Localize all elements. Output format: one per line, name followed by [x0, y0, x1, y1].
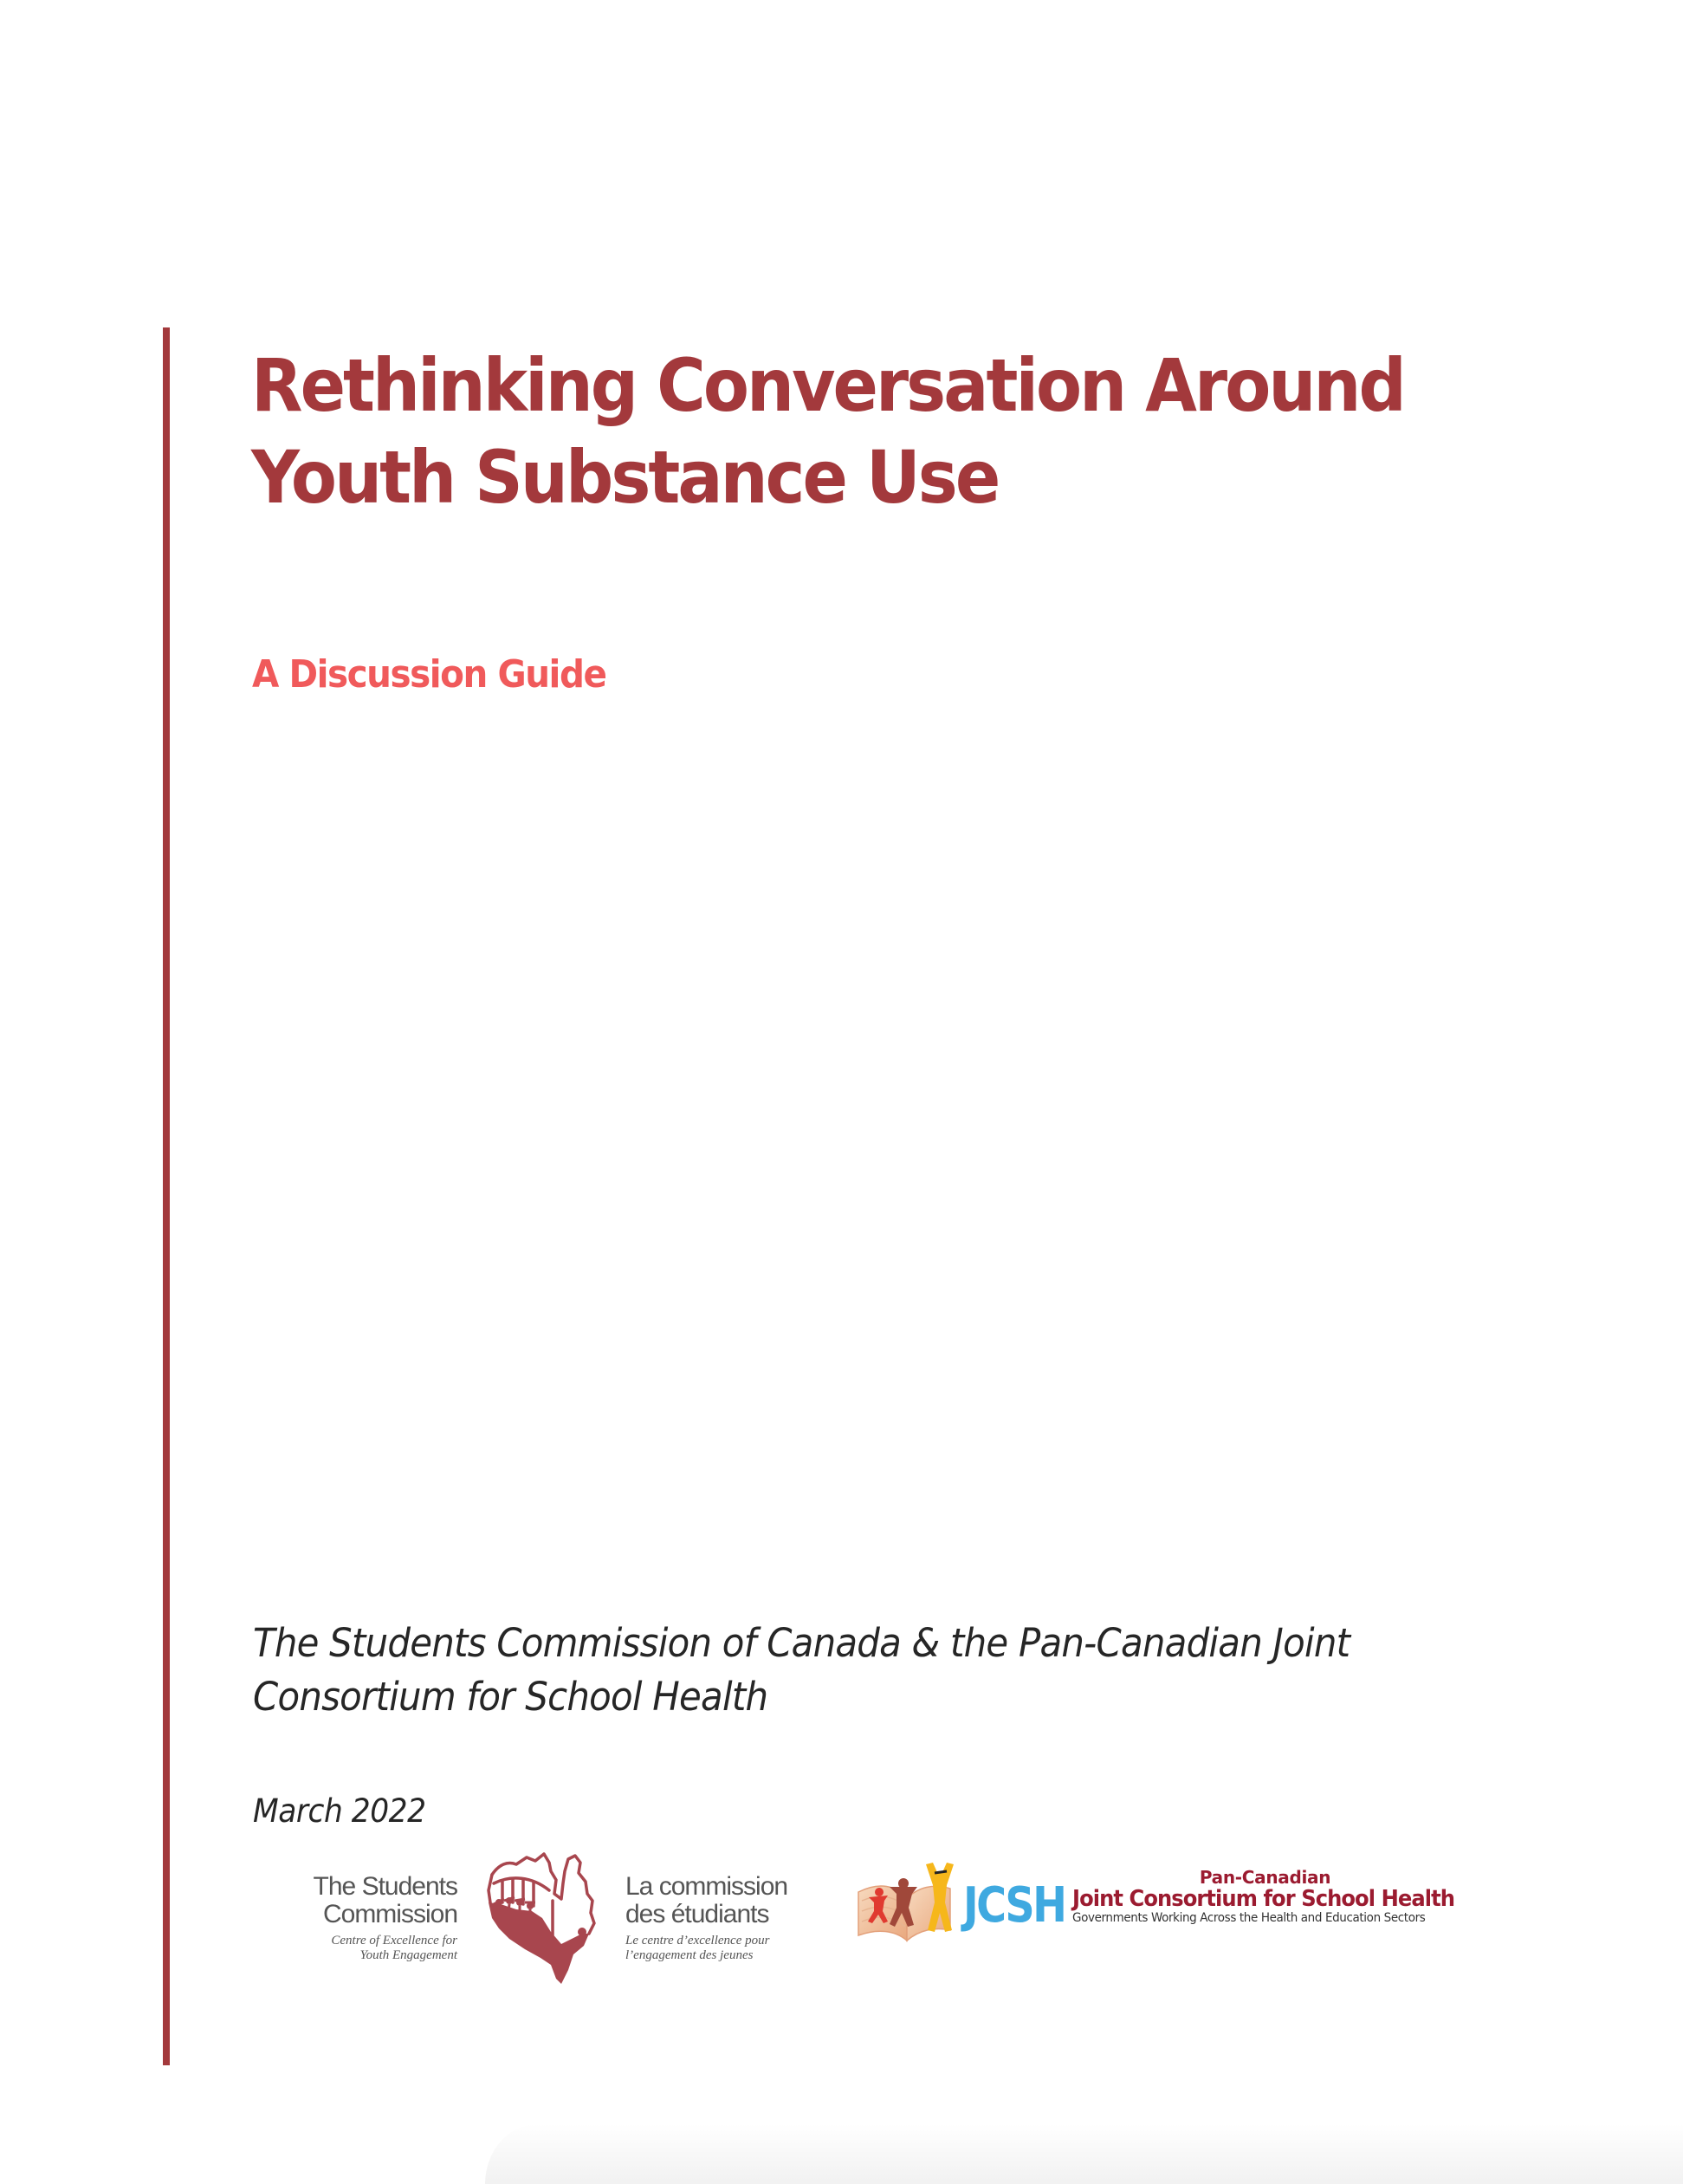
publication-date: March 2022 — [253, 1792, 426, 1830]
sc-french-block — [625, 1873, 833, 1963]
sc-english-name-2: Commission — [322, 1900, 457, 1928]
jcsh-text-block — [1072, 1868, 1458, 1925]
publisher — [253, 1617, 1350, 1724]
canada-map-with-youth-figures-icon — [482, 1849, 603, 1987]
publisher-line-1: The Students Commission of Canada & the Pan-Canadian Joint — [253, 1620, 1350, 1666]
sc-english-tagline-1: Centre of Excellence for — [331, 1934, 457, 1947]
sc-english-name-1: The Students — [313, 1872, 457, 1901]
sc-french-tagline-1: Le centre d’excellence pour — [625, 1934, 770, 1947]
jcsh-line-1: Pan-Canadian — [1199, 1867, 1331, 1888]
book-with-children-figures-icon — [853, 1861, 966, 1947]
document-subtitle: A Discussion Guide — [252, 652, 606, 697]
jcsh-tagline: Governments Working Across the Health and Education Sectors — [1072, 1911, 1426, 1925]
jcsh-line-2: Joint Consortium for School Health — [1072, 1886, 1455, 1912]
publisher-line-2: Consortium for School Health — [253, 1674, 768, 1720]
page-shadow — [485, 2124, 1683, 2184]
title-line-1: Rethinking Conversation Around — [251, 343, 1404, 428]
accent-bar — [163, 327, 170, 2065]
jcsh-acronym: JCSH — [963, 1877, 1065, 1934]
document-title — [251, 340, 1404, 523]
sc-french-tagline-2: l’engagement des jeunes — [625, 1948, 754, 1962]
sc-french-name-2: des étudiants — [625, 1900, 769, 1928]
sc-english-block — [312, 1873, 457, 1963]
sc-french-name-1: La commission — [625, 1872, 788, 1901]
sc-english-tagline-2: Youth Engagement — [359, 1948, 457, 1962]
title-line-2: Youth Substance Use — [251, 435, 999, 520]
